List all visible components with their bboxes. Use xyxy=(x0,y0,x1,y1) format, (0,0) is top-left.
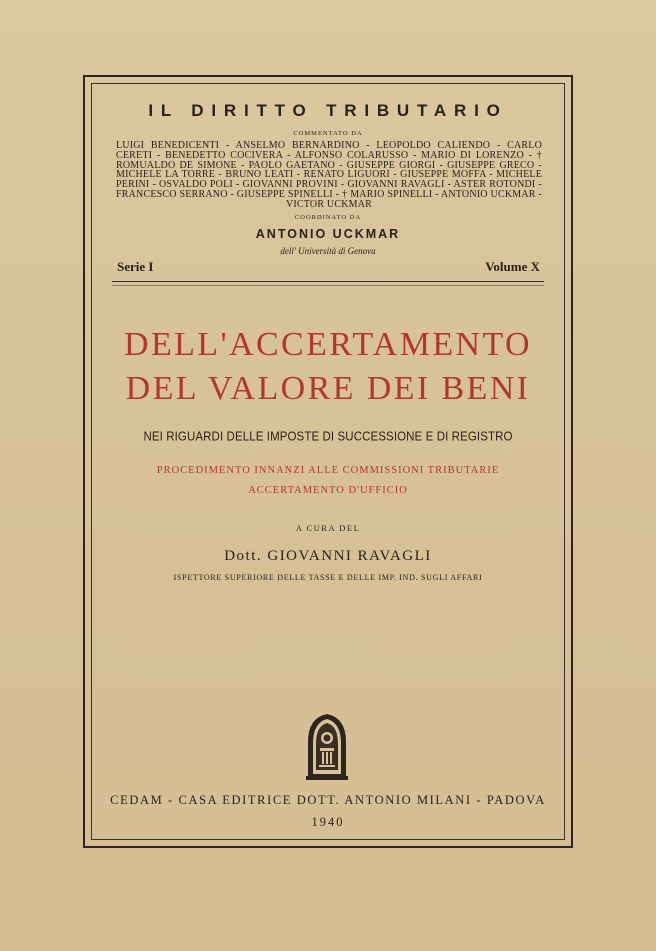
red-subtitle-line2: ACCERTAMENTO D'UFFICIO xyxy=(248,485,408,496)
publisher-emblem-icon xyxy=(304,712,350,780)
edited-by-label: A CURA DEL xyxy=(295,523,361,533)
commentators-list: LUIGI BENEDICENTI - ANSELMO BERNARDINO - LEOPOLDO CALIENDO - CARLO CERETI - BENEDETTO COCIVERA - ALFONSO COLARUSSO - MARIO DI LORENZO - † ROMUALDO DE SIMONE - PAOLO GAETANO - GIUSEPPE GIORGI - GIUSEPPE GRECO - MICHELE LA TORRE - BRUNO LEATI - RENATO LIGUORI - GIUSEPPE MOFFA - MICHELE PERINI - OSVALDO POLI - GIOVANNI PROVINI - GIOVANNI RAVAGLI - ASTER ROTONDI - FRANCESCO SERRANO - GIUSEPPE SPINELLI - † MARIO SPINELLI - ANTONIO UCKMAR - VICTOR UCKMAR xyxy=(116,140,542,210)
serie-label: Serie I xyxy=(117,259,154,274)
university-affiliation: dell' Università di Genova xyxy=(280,246,376,256)
coordinator-name: ANTONIO UCKMAR xyxy=(255,227,401,241)
publication-year: 1940 xyxy=(311,815,345,829)
book-title-line2: DEL VALORE DEI BENI xyxy=(125,370,531,407)
coordinated-by-label: COORDINATO DA xyxy=(294,214,362,221)
volume-label: Volume X xyxy=(485,259,540,274)
book-title-line1: DELL'ACCERTAMENTO xyxy=(124,326,532,363)
commented-by-label: COMMENTATO DA xyxy=(293,130,363,137)
author-role: ISPETTORE SUPERIORE DELLE TASSE E DELLE IMP. IND. SUGLI AFFARI xyxy=(173,573,483,582)
book-subtitle: NEI RIGUARDI DELLE IMPOSTE DI SUCCESSIONE E DI REGISTRO xyxy=(143,430,513,444)
publisher-line: CEDAM - CASA EDITRICE DOTT. ANTONIO MILANI - PADOVA xyxy=(110,793,546,807)
series-title: IL DIRITTO TRIBUTARIO xyxy=(148,101,508,120)
divider-rule xyxy=(112,281,544,282)
author-name: Dott. GIOVANNI RAVAGLI xyxy=(224,548,432,564)
red-subtitle-line1: PROCEDIMENTO INNANZI ALLE COMMISSIONI TRIBUTARIE xyxy=(156,465,500,476)
divider-rule-thin xyxy=(112,285,544,286)
